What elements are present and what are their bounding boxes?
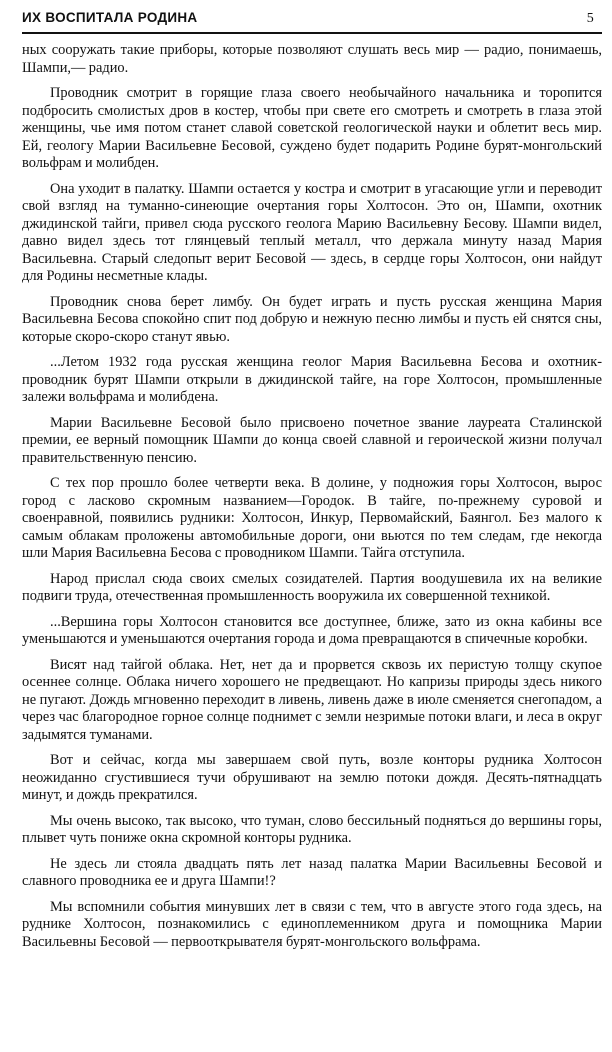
paragraph: Висят над тайгой облака. Нет, нет да и прорвется сквозь их перистую толщу скупое осеннее солнце. Облака ничего хорошего не предвещают. Но капризы природы здесь никого не пугают. Дождь мгновенно переходит в ливень, ливень даже в июле сменяется снегопадом, а через час благородное горное солнце поднимет с земли незримые потоки влаги, и леса в округ задымятся туманами. (22, 656, 602, 743)
running-title: ИХ ВОСПИТАЛА РОДИНА (22, 10, 198, 25)
paragraph: Мы вспомнили события минувших лет в связи с тем, что в августе этого года здесь, на руднике Холтосон, познакомились с единоплеменником друга и помощника Марии Васильевны Бесовой — первооткрывателя бурят-монгольского вольфрама. (22, 898, 602, 950)
paragraph: ...Вершина горы Холтосон становится все доступнее, ближе, зато из окна кабины все уменьшаются и уменьшаются очертания города и дома превращаются в спичечные коробки. (22, 613, 602, 647)
paragraph: Она уходит в палатку. Шампи остается у костра и смотрит в угасающие угли и переводит свой взгляд на туманно-синеющие очертания горы Холтосон. Это он, Шампи, охотник джидинской тайги, привел сюда русского геолога Марию Васильевну Бесову. Шампи видел, давно видел здесь тот глянцевый теплый металл, что держала минуту назад Мария Васильевна. Старый следопыт верит Бесовой — здесь, в сердце горы Холтосон, они найдут для Родины несметные клады. (22, 180, 602, 284)
body-text (22, 42, 602, 951)
paragraph: Вот и сейчас, когда мы завершаем свой путь, возле конторы рудника Холтосон неожиданно сгустившиеся тучи обрушивают на землю потоки дождя. Десять-пятнадцать минут, и дождь прекратился. (22, 752, 602, 803)
page-number: 5 (586, 11, 594, 26)
paragraph: Мы очень высоко, так высоко, что туман, слово бессильный подняться до вершины горы, плывет чуть пониже окна скромной конторы рудника. (22, 812, 602, 846)
paragraph-continued: ных сооружать такие приборы, которые позволяют слушать весь мир — радио, понимаешь, Шампи,— радио. (22, 42, 602, 76)
paragraph: Марии Васильевне Бесовой было присвоено почетное звание лауреата Сталинской премии, ее верный помощник Шампи до конца своей славной и героической жизни получал правительственную пенсию. (22, 414, 602, 466)
paragraph: Народ прислал сюда своих смелых созидателей. Партия воодушевила их на великие подвиги труда, отечественная промышленность вооружила их совершенной техникой. (22, 570, 602, 604)
paragraph: Проводник смотрит в горящие глаза своего необычайного начальника и торопится подбросить смолистых дров в костер, чтобы при свете его смотреть и смотреть в глаза этой женщины, чье имя потом станет славой советской геологической науки и облетит весь мир. Ей, геологу Марии Васильевне Бесовой, суждено будет подарить Родине бурят-монгольский вольфрам и молибден. (22, 85, 602, 171)
paragraph: Проводник снова берет лимбу. Он будет играть и пусть русская женщина Мария Васильевна Бесова спокойно спит под добрую и нежную песню лимбы и пусть ей снятся сны, которые скоро-скоро станут явью. (22, 293, 602, 345)
paragraph: ...Летом 1932 года русская женщина геолог Мария Васильевна Бесова и охотник-проводник бурят Шампи открыли в джидинской тайге, на горе Холтосон, промышленные залежи вольфрама и молибдена. (22, 354, 602, 405)
paragraph: Не здесь ли стояла двадцать пять лет назад палатка Марии Васильевны Бесовой и славного проводника ее и друга Шампи!? (22, 855, 602, 889)
paragraph: С тех пор прошло более четверти века. В долине, у подножия горы Холтосон, вырос город с ласково скромным названием—Городок. В тайге, по-прежнему суровой и своенравной, появились рудники: Холтосон, Инкур, Первомайский, Баянгол. Без малого к самым облакам проложены автомобильные дороги, они вьются по тем следам, где некогда шли Мария Васильевна Бесова с проводником Шампи. Тайга отступила. (22, 475, 602, 561)
running-header (22, 10, 602, 34)
